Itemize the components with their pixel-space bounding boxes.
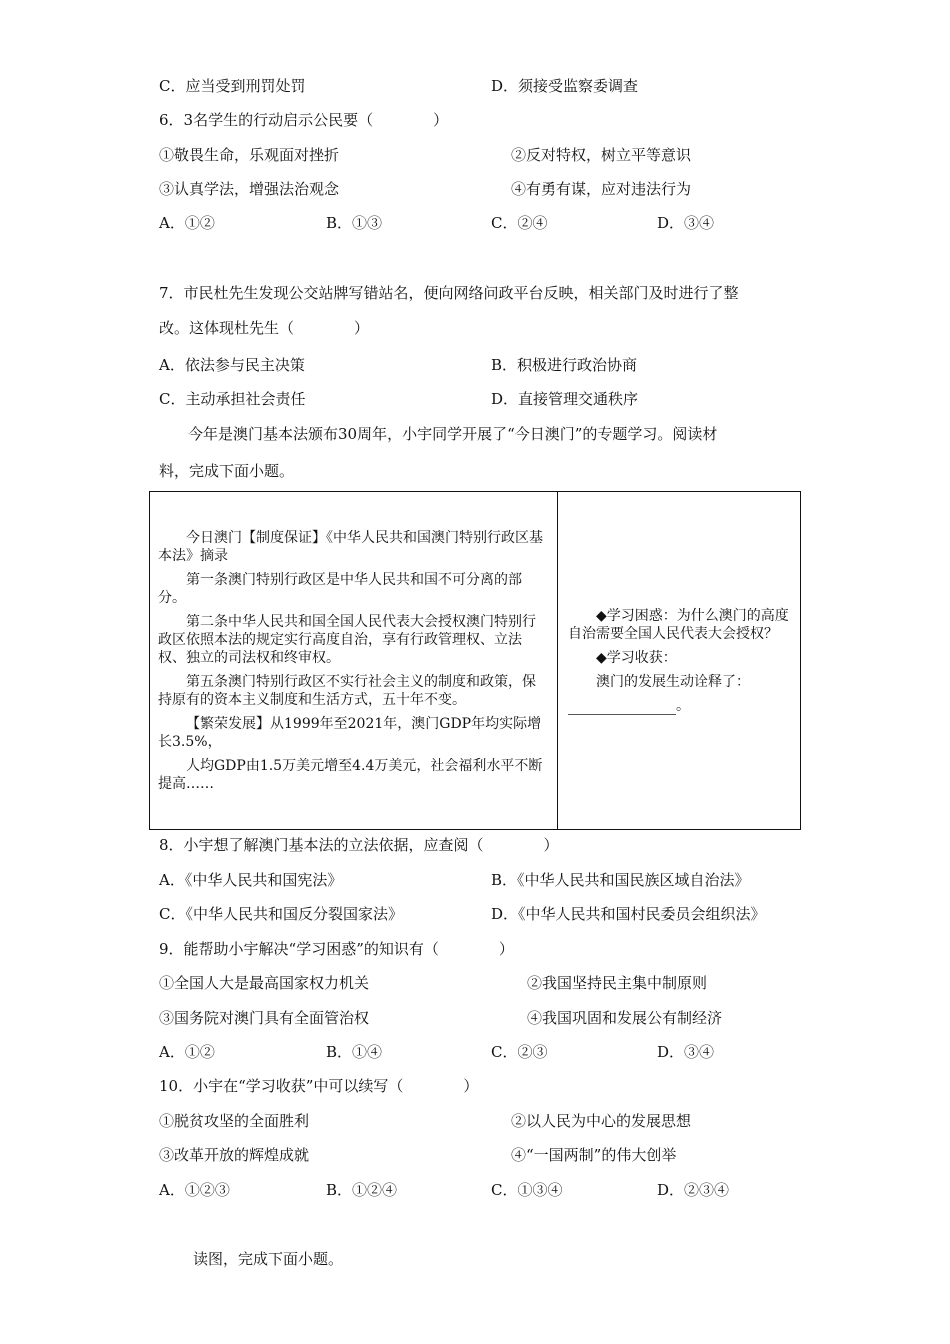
q6-stem: 6．3名学生的行动启示公民要（ ） [159, 111, 449, 129]
q7-option-c: C．主动承担社会责任 [159, 390, 306, 408]
material-article-2: 第二条中华人民共和国全国人民代表大会授权澳门特别行政区依照本法的规定实行高度自治，享有行政管理权、立法权、独立的司法权和终审权。 [158, 613, 536, 666]
material-excerpt-title: 今日澳门【制度保证】《中华人民共和国澳门特别行政区基本法》摘录 [158, 529, 543, 564]
q9-item-3: ③国务院对澳门具有全面管治权 [159, 1009, 370, 1027]
q10-option-c: C．①③④ [491, 1181, 563, 1199]
material-prosperity-2: 人均GDP由1.5万美元增至4.4万美元，社会福利水平不断提高…… [158, 757, 543, 792]
q6-option-a: A．①② [159, 214, 215, 232]
q9-option-d: D．③④ [657, 1043, 715, 1061]
q6-option-b: B．①③ [326, 214, 383, 232]
material-intro-line1: 今年是澳门基本法颁布30周年，小宇同学开展了“今日澳门”的专题学习。阅读材 [188, 425, 718, 443]
q8-stem: 8．小宇想了解澳门基本法的立法依据，应查阅（ ） [159, 836, 559, 854]
material-table [149, 491, 801, 830]
learning-gain-text: 澳门的发展生动诠释了： [596, 673, 750, 690]
material-intro-line2: 料，完成下面小题。 [159, 462, 295, 480]
q10-item-1: ①脱贫攻坚的全面胜利 [159, 1112, 310, 1130]
material-article-1: 第一条澳门特别行政区是中华人民共和国不可分离的部分。 [158, 571, 522, 606]
q9-stem: 9．能帮助小宇解决“学习困惑”的知识有（ ） [159, 940, 514, 958]
q9-item-2: ②我国坚持民主集中制原则 [527, 974, 708, 992]
next-section-intro: 读图，完成下面小题。 [193, 1250, 344, 1268]
learning-gain-end: 。 [676, 697, 690, 714]
q7-stem-line1: 7．市民杜先生发现公交站牌写错站名，便向网络问政平台反映，相关部门及时进行了整 [159, 284, 739, 302]
q6-item-1: ①敬畏生命，乐观面对挫折 [159, 146, 340, 164]
q5-option-c: C．应当受到刑罚处罚 [159, 77, 306, 95]
q9-option-b: B．①④ [326, 1043, 383, 1061]
q10-item-2: ②以人民为中心的发展思想 [511, 1112, 692, 1130]
q7-stem-line2: 改。这体现杜先生（ ） [159, 319, 370, 337]
q6-item-2: ②反对特权，树立平等意识 [511, 146, 692, 164]
material-right-cell [558, 492, 801, 830]
q10-option-a: A．①②③ [159, 1181, 230, 1199]
learning-gain-label: ◆学习收获： [596, 649, 677, 666]
q9-option-c: C．②③ [491, 1043, 548, 1061]
q8-option-c: C．《中华人民共和国反分裂国家法》 [159, 905, 403, 923]
answer-blank[interactable] [568, 700, 676, 715]
q7-option-d: D．直接管理交通秩序 [491, 390, 639, 408]
q10-item-4: ④“一国两制”的伟大创举 [511, 1146, 677, 1164]
q8-option-a: A．《中华人民共和国宪法》 [159, 871, 343, 889]
q7-option-a: A．依法参与民主决策 [159, 356, 305, 374]
q8-option-b: B．《中华人民共和国民族区域自治法》 [491, 871, 750, 889]
q8-option-d: D．《中华人民共和国村民委员会组织法》 [491, 905, 766, 923]
q10-stem: 10．小宇在“学习收获”中可以续写（ ） [159, 1077, 479, 1095]
q9-item-1: ①全国人大是最高国家权力机关 [159, 974, 370, 992]
q9-item-4: ④我国巩固和发展公有制经济 [527, 1009, 723, 1027]
material-left-cell [150, 492, 558, 830]
q10-option-b: B．①②④ [326, 1181, 398, 1199]
learning-gain-blank-line [568, 697, 790, 715]
q6-option-d: D．③④ [657, 214, 715, 232]
q9-option-a: A．①② [159, 1043, 215, 1061]
q5-option-d: D．须接受监察委调查 [491, 77, 639, 95]
material-prosperity-1: 【繁荣发展】从1999年至2021年，澳门GDP年均实际增长3.5%， [158, 715, 542, 750]
q6-item-3: ③认真学法，增强法治观念 [159, 180, 340, 198]
q6-item-4: ④有勇有谋，应对违法行为 [511, 180, 692, 198]
q6-option-c: C．②④ [491, 214, 548, 232]
q10-option-d: D．②③④ [657, 1181, 730, 1199]
material-article-5: 第五条澳门特别行政区不实行社会主义的制度和政策，保持原有的资本主义制度和生活方式，五十年不变。 [158, 673, 536, 708]
learning-confusion: ◆学习困惑：为什么澳门的高度自治需要全国人民代表大会授权？ [568, 607, 789, 642]
q7-option-b: B．积极进行政治协商 [491, 356, 638, 374]
q10-item-3: ③改革开放的辉煌成就 [159, 1146, 310, 1164]
